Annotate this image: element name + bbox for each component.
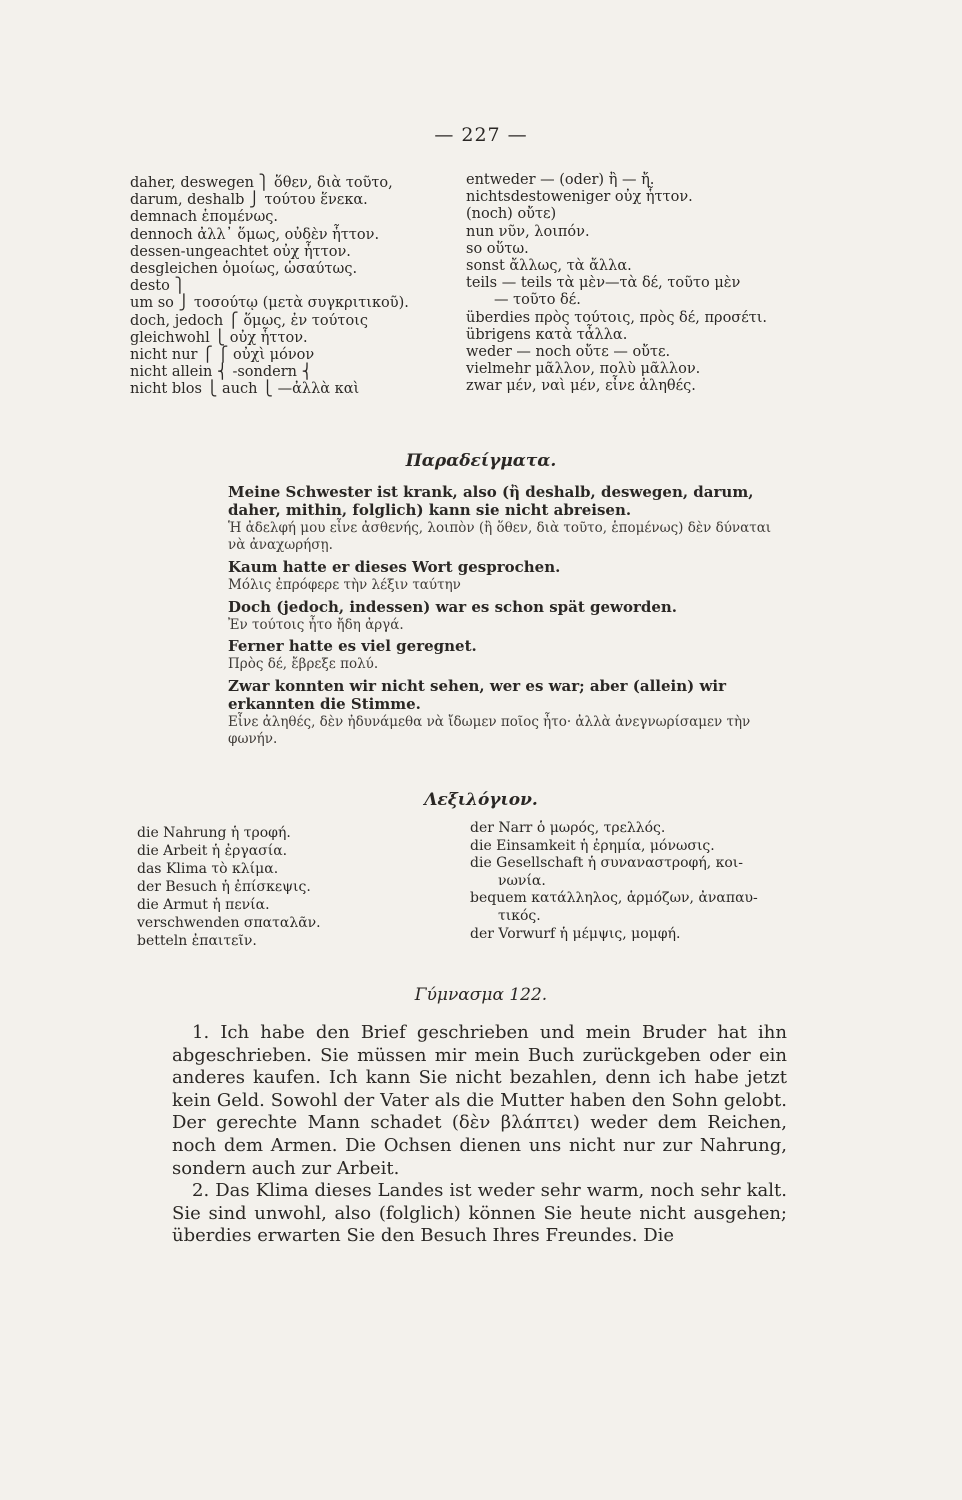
exercise-heading: Γύμνασμα 122. bbox=[414, 985, 548, 1005]
example-german: Zwar konnten wir nicht sehen, wer es war; aber (allein) wir erkannten die Stimme. bbox=[228, 676, 726, 713]
glossary-entry: die Gesellschaft ἡ συναναστροφή, κοι- bbox=[470, 855, 743, 872]
vocab-entry: nicht allein ⎨ -sondern ⎨ bbox=[130, 364, 313, 381]
example-greek: Μόλις ἐπρόφερε τὴν λέξιν ταύτην bbox=[228, 576, 461, 593]
example-greek: Ἐν τούτοις ἦτο ἤδη ἀργά. bbox=[228, 616, 404, 633]
glossary-entry: die Arbeit ἡ ἐργασία. bbox=[137, 843, 288, 859]
glossary-entry: verschwenden σπαταλᾶν. bbox=[137, 915, 321, 931]
vocab-entry: entweder — (oder) ἢ — ἤ. bbox=[466, 172, 655, 188]
vocab-entry: desgleichen ὁμοίως, ὡσαύτως. bbox=[130, 261, 358, 278]
exercise-paragraph: 1. Ich habe den Brief geschrieben und mein Bruder hat ihn abgeschrieben. Sie müssen mir mein Buch zurückgeben oder ein anderes kaufen. Ich kann Sie nicht bezahlen, denn ich habe jetzt kein Geld. Sowohl der Vater als die Mutter haben den Sohn gelobt. Der gerechte Mann schadet (δὲν βλάπτει) weder dem Reichen, noch dem Armen. Die Ochsen dienen uns nicht nur zur Nahrung, sondern auch zur Arbeit. bbox=[172, 1022, 787, 1179]
vocab-entry: demnach ἑπομένως. bbox=[130, 209, 279, 226]
vocab-entry: doch, jedoch ⎧ ὅμως, ἐν τούτοις bbox=[130, 312, 368, 329]
vocab-entry: nun νῦν, λοιπόν. bbox=[466, 223, 590, 240]
examples-heading: Παραδείγματα. bbox=[405, 451, 557, 471]
example-item bbox=[228, 678, 788, 749]
vocab-entry: gleichwohl ⎩ οὐχ ἧττον. bbox=[130, 329, 308, 346]
example-german: Doch (jedoch, indessen) war es schon spät geworden. bbox=[228, 597, 678, 616]
page-number: — 227 — bbox=[434, 124, 528, 146]
conjunction-vocab-right bbox=[466, 172, 886, 396]
conjunction-vocab-left bbox=[130, 175, 460, 399]
vocab-entry: übrigens κατὰ τἆλλα. bbox=[466, 326, 628, 343]
vocab-entry: nichtsdestoweniger οὐχ ἧττον. bbox=[466, 189, 693, 206]
vocab-entry: weder — noch οὔτε — οὔτε. bbox=[466, 344, 671, 361]
example-german: Kaum hatte er dieses Wort gesprochen. bbox=[228, 558, 561, 577]
vocab-entry: so οὕτω. bbox=[466, 240, 529, 257]
glossary-entry: der Vorwurf ἡ μέμψις, μομφή. bbox=[470, 925, 681, 942]
glossary-entry: bequem κατάλληλος, ἁρμόζων, ἀναπαυ- bbox=[470, 890, 758, 907]
glossary-left-column bbox=[137, 824, 457, 950]
vocab-entry: teils — teils τὰ μὲν—τὰ δέ, τοῦτο μὲν bbox=[466, 275, 741, 292]
example-greek: Ἡ ἀδελφή μου εἶνε ἀσθενής, λοιπὸν (ἢ ὅθεν, διὰ τοῦτο, ἑπομένως) δὲν δύναται νὰ ἀναχωρήσῃ. bbox=[228, 519, 772, 554]
exercise-paragraph: 2. Das Klima dieses Landes ist weder sehr warm, noch sehr kalt. Sie sind unwohl, also (folglich) können Sie heute nicht ausgehen; überdies erwarten Sie den Besuch Ihres Freundes. Die bbox=[172, 1180, 787, 1247]
glossary-entry: τικός. bbox=[498, 907, 541, 924]
example-german: Ferner hatte es viel geregnet. bbox=[228, 637, 477, 656]
glossary-right-column bbox=[470, 820, 770, 943]
glossary-heading: Λεξιλόγιον. bbox=[424, 790, 538, 810]
vocab-entry: nicht blos ⎩ auch ⎩ —ἀλλὰ καὶ bbox=[130, 381, 360, 398]
glossary-entry: das Klima τὸ κλίμα. bbox=[137, 861, 279, 877]
glossary-entry: der Narr ὁ μωρός, τρελλός. bbox=[470, 820, 666, 836]
glossary-entry: die Einsamkeit ἡ ἐρημία, μόνωσις. bbox=[470, 837, 715, 854]
example-german: Meine Schwester ist krank, also (ἢ deshalb, deswegen, darum, daher, mithin, folglich) kann sie nicht abreisen. bbox=[228, 483, 754, 519]
vocab-entry: daher, deswegen ⎫ ὅθεν, διὰ τοῦτο, bbox=[130, 175, 393, 191]
example-item bbox=[228, 559, 788, 595]
vocab-entry: zwar μέν, ναὶ μέν, εἶνε ἀληθές. bbox=[466, 378, 696, 395]
examples-section bbox=[228, 484, 788, 753]
example-greek: Πρὸς δέ, ἔβρεξε πολύ. bbox=[228, 656, 379, 673]
vocab-entry: (noch) οὔτε) bbox=[466, 206, 557, 223]
vocab-entry: überdies πρὸς τούτοις, πρὸς δέ, προσέτι. bbox=[466, 309, 768, 326]
vocab-entry: desto ⎫ bbox=[130, 278, 186, 295]
example-item bbox=[228, 599, 788, 635]
example-item bbox=[228, 484, 788, 555]
glossary-entry: der Besuch ἡ ἐπίσκεψις. bbox=[137, 879, 311, 895]
vocab-entry: sonst ἄλλως, τὰ ἄλλα. bbox=[466, 258, 632, 275]
vocab-entry: vielmehr μᾶλλον, πολὺ μᾶλλον. bbox=[466, 361, 701, 378]
vocab-entry: nicht nur ⎧ ⎧ οὐχὶ μόνον bbox=[130, 347, 315, 364]
vocab-entry: — τοῦτο δέ. bbox=[494, 292, 581, 309]
glossary-entry: νωνία. bbox=[498, 872, 546, 889]
glossary-entry: betteln ἐπαιτεῖν. bbox=[137, 933, 257, 949]
vocab-entry: dennoch ἀλλ᾽ ὅμως, οὐδὲν ἧττον. bbox=[130, 226, 380, 243]
vocab-entry: um so ⎭ τοσούτῳ (μετὰ συγκριτικοῦ). bbox=[130, 295, 409, 312]
example-greek: Εἶνε ἀληθές, δὲν ἠδυνάμεθα νὰ ἴδωμεν ποῖος ἦτο· ἀλλὰ ἀνεγνωρίσαμεν τὴν φωνήν. bbox=[228, 713, 751, 748]
exercise-text bbox=[172, 1022, 787, 1248]
vocab-entry: dessen-ungeachtet οὐχ ἧττον. bbox=[130, 243, 351, 260]
glossary-entry: die Armut ἡ πενία. bbox=[137, 897, 270, 913]
example-item bbox=[228, 638, 788, 674]
vocab-entry: darum, deshalb ⎭ τούτου ἕνεκα. bbox=[130, 192, 368, 209]
glossary-entry: die Nahrung ἡ τροφή. bbox=[137, 825, 291, 841]
